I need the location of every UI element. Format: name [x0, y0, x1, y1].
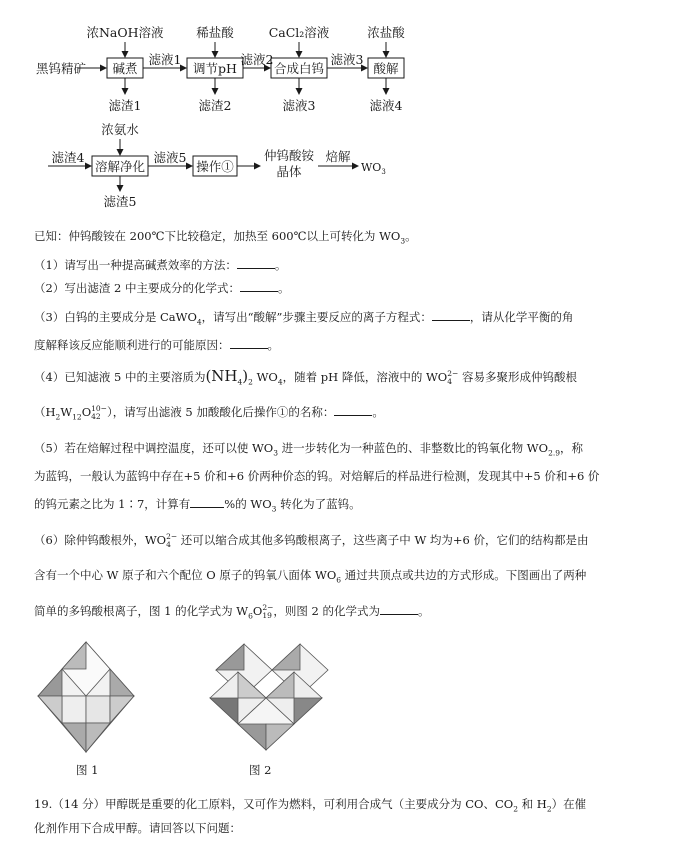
residue-3: 滤液3 — [282, 98, 316, 113]
question-5-line3: 的钨元素之比为 1∶7，计算有 %的 $WO_3$ 转化为了蓝钨。 — [34, 497, 361, 514]
input-ore: 黑钨精矿 — [36, 61, 87, 76]
label-ph: 调节pH — [193, 61, 237, 76]
label-operation: 操作① — [196, 159, 234, 174]
question-6-line3: 简单的多钨酸根离子，图 1 的化学式为 $W_6O$ 2− 19 ，则图 2 的化学式为 。 — [34, 603, 430, 621]
residue-2: 滤渣2 — [198, 98, 232, 113]
process-flow-chart — [0, 0, 692, 215]
reagent-cacl2: CaCl₂溶液 — [268, 25, 330, 40]
label-acid: 酸解 — [373, 61, 399, 76]
question-3-line1: （3）白钨的主要成分是 CaWO$_4$，请写出“酸解”步骤主要反应的离子方程式： ，请从化学平衡的角 — [34, 310, 574, 327]
question-5-line2: 为蓝钨，一般认为蓝钨中存在+5 价和+6 价两种价态的钨。对焙解后的样品进行检测，发现其中+5 价和+6 价 — [34, 469, 600, 483]
filtrate-1: 滤液1 — [148, 52, 182, 67]
answer-blank[interactable] — [230, 347, 268, 349]
question-4-line1: （4）已知滤液 5 中的主要溶质为$(NH_4)_2$ $WO_4$，随着 pH 降低，溶液中的 WO 2− 4 容易多聚形成仲钨酸根 — [34, 367, 577, 387]
answer-blank[interactable] — [190, 506, 224, 508]
product-line1: 仲钨酸铵 — [263, 148, 315, 163]
reagent-hcl-conc: 浓盐酸 — [367, 25, 405, 40]
question-1: （1）请写出一种提高碱煮效率的方法： 。 — [34, 258, 287, 272]
reagent-naoh: 浓NaOH溶液 — [86, 25, 164, 40]
question-6-line2: 含有一个中心 W 原子和六个配位 O 原子的钨氧八面体 $WO_6$ 通过共顶点或共边的方式形成。下图画出了两种 — [34, 568, 587, 585]
figure-2-polyoxometalate — [208, 642, 332, 754]
question-4-line2: （$H_2W_{12}O$ 10− 42 ），请写出滤液 5 加酸酸化后操作①的名称： 。 — [34, 404, 384, 422]
label-roast: 焙解 — [325, 149, 351, 164]
input-residue4: 滤渣4 — [51, 150, 85, 165]
filtrate-5: 滤液5 — [153, 150, 187, 165]
known-info: 已知：仲钨酸铵在 200℃下比较稳定，加热至 600℃以上可转化为 $WO_3$。 — [34, 229, 417, 246]
label-alkali: 碱煮 — [112, 61, 138, 76]
question-3-line2: 度解释该反应能顺利进行的可能原因： 。 — [34, 338, 279, 352]
figure-1-caption: 图 1 — [76, 763, 99, 777]
question-2: （2）写出滤渣 2 中主要成分的化学式： 。 — [34, 281, 290, 295]
reagent-hcl-dilute: 稀盐酸 — [196, 25, 234, 40]
question-19-line1: 19.（14 分）甲醇既是重要的化工原料，又可作为燃料，可利用合成气（主要成分为 CO、$CO_2$ 和 $H_2$）在催 — [34, 797, 587, 814]
figure-2-caption: 图 2 — [249, 763, 272, 777]
question-6-line1: （6）除仲钨酸根外，WO 2− 4 还可以缩合成其他多钨酸根离子，这些离子中 W 均为+6 价，它们的结构都是由 — [34, 532, 589, 549]
product-line2: 晶体 — [276, 164, 302, 179]
question-19-line2: 化剂作用下合成甲醇。请回答以下问题： — [34, 821, 241, 835]
label-synth: 合成白钨 — [273, 61, 325, 76]
filtrate-3: 滤液3 — [330, 52, 364, 67]
final-product: $WO_3$ — [361, 161, 386, 176]
answer-blank[interactable] — [237, 267, 275, 269]
answer-blank[interactable] — [432, 319, 470, 321]
answer-blank[interactable] — [380, 613, 418, 615]
reagent-nh3: 浓氨水 — [101, 122, 139, 137]
residue-5: 滤渣5 — [103, 194, 137, 209]
residue-4: 滤液4 — [369, 98, 403, 113]
figure-1-polyoxometalate — [36, 640, 136, 755]
filtrate-2: 滤液2 — [240, 52, 274, 67]
label-dissolve: 溶解净化 — [94, 159, 146, 174]
answer-blank[interactable] — [240, 290, 278, 292]
residue-1: 滤渣1 — [108, 98, 142, 113]
question-5-line1: （5）若在焙解过程中调控温度，还可以使 $WO_3$ 进一步转化为一种蓝色的、非整数比的钨氧化物 $WO_{2.9}$，称 — [34, 441, 583, 458]
answer-blank[interactable] — [334, 414, 372, 416]
